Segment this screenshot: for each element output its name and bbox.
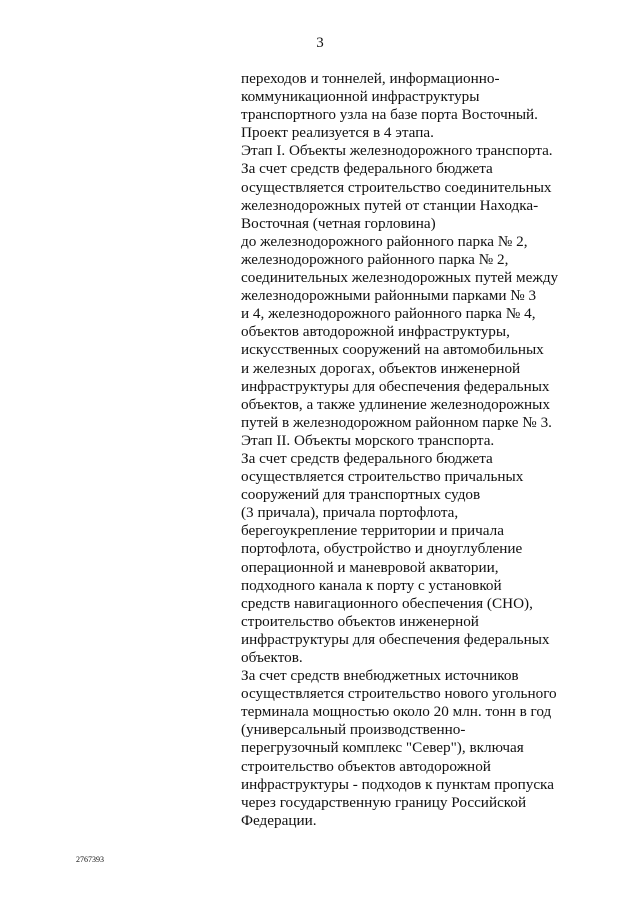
text-line: искусственных сооружений на автомобильных <box>241 341 544 359</box>
text-line: подходного канала к порту с установкой <box>241 576 502 594</box>
text-line: (3 причала), причала портофлота, <box>241 504 459 522</box>
text-line: портофлота, обустройство и дноуглубление <box>241 540 523 558</box>
text-line: осуществляется строительство соединительных <box>241 178 552 196</box>
page-number: 3 <box>316 35 324 51</box>
text-line: Федерации. <box>241 811 317 829</box>
text-line: средств навигационного обеспечения (СНО), <box>241 594 533 612</box>
text-line: терминала мощностью около 20 млн. тонн в год <box>241 703 552 721</box>
document-id: 2767393 <box>76 855 104 864</box>
text-line: сооружений для транспортных судов <box>241 486 481 504</box>
text-line: Этап II. Объекты морского транспорта. <box>241 431 495 449</box>
text-line: переходов и тоннелей, информационно- <box>241 70 500 87</box>
text-line: соединительных железнодорожных путей между <box>241 269 559 287</box>
body-text <box>241 70 631 830</box>
text-line: осуществляется строительство нового угольного <box>241 685 557 703</box>
text-line: инфраструктуры для обеспечения федеральных <box>241 630 550 648</box>
text-line: За счет средств внебюджетных источников <box>241 667 519 685</box>
text-line: Проект реализуется в 4 этапа. <box>241 124 434 142</box>
text-line: инфраструктуры - подходов к пунктам пропуска <box>241 775 554 793</box>
text-line: перегрузочный комплекс "Север"), включая <box>241 739 524 757</box>
text-line: объектов, а также удлинение железнодорожных <box>241 395 550 413</box>
text-line: строительство объектов инженерной <box>241 612 479 630</box>
text-line: и железных дорогах, объектов инженерной <box>241 359 521 377</box>
text-line: транспортного узла на базе порта Восточный. <box>241 106 538 124</box>
text-line: и 4, железнодорожного районного парка № 4, <box>241 305 536 323</box>
text-line: (универсальный производственно- <box>241 721 466 739</box>
text-line: За счет средств федерального бюджета <box>241 160 493 178</box>
text-line: железнодорожного районного парка № 2, <box>241 250 509 268</box>
text-line: через государственную границу Российской <box>241 793 527 811</box>
text-line: объектов. <box>241 649 303 666</box>
text-line: железнодорожными районными парками № 3 <box>241 287 537 305</box>
text-line: берегоукрепление территории и причала <box>241 522 504 540</box>
text-line: железнодорожных путей от станции Находка- <box>241 196 539 214</box>
text-line: путей в железнодорожном районном парке № 3. <box>241 413 552 431</box>
text-line: операционной и маневровой акватории, <box>241 558 499 576</box>
text-line: За счет средств федерального бюджета <box>241 449 493 467</box>
text-line: Восточная (четная горловина) <box>241 214 436 232</box>
text-line: Этап I. Объекты железнодорожного транспорта. <box>241 142 553 160</box>
text-line: строительство объектов автодорожной <box>241 757 491 775</box>
text-line: коммуникационной инфраструктуры <box>241 88 480 106</box>
text-line: до железнодорожного районного парка № 2, <box>241 232 528 250</box>
text-line: объектов автодорожной инфраструктуры, <box>241 323 510 341</box>
text-line: инфраструктуры для обеспечения федеральных <box>241 377 550 395</box>
text-line: осуществляется строительство причальных <box>241 468 524 486</box>
